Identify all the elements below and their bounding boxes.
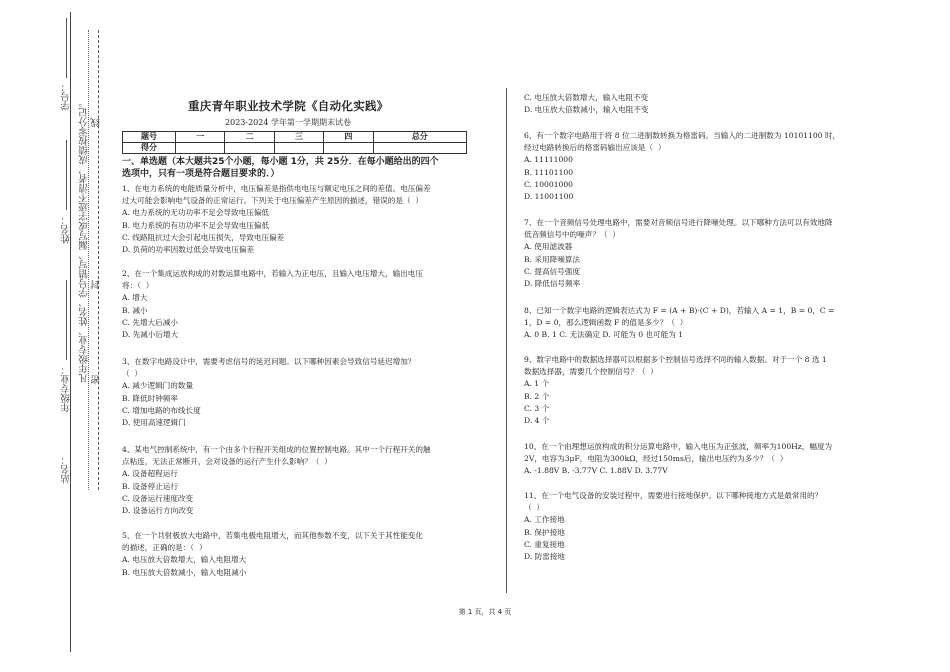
student-id-label: 学号： xyxy=(61,82,72,111)
option-d[interactable]: D. 降低信号频率 xyxy=(524,279,581,289)
question-3 xyxy=(122,356,415,429)
question-text: 1、在电力系统的电能质量分析中，电压偏差是指供电电压与额定电压之间的差值。电压偏差 xyxy=(122,184,431,193)
score-cell: 一 xyxy=(176,132,225,143)
name-label: 姓名： xyxy=(61,215,72,244)
score-input-cell[interactable] xyxy=(373,143,466,154)
option-a[interactable]: A. 工作接地 xyxy=(524,515,565,525)
question-text: 7、在一个音频信号处理电路中，需要对音频信号进行降噪处理。以下哪种方法可以有效地降 xyxy=(524,218,833,227)
score-table xyxy=(122,131,467,154)
binding-warning: 凡年级专业、姓名、学号错写、漏写或字迹不清者，成绩按零分记。 xyxy=(79,98,90,383)
section-heading-line: 一、单选题（本大题共25个小题，每小题 1分，共 25分．在每小题给出的四个 xyxy=(122,157,439,167)
question-text: 将：（ ） xyxy=(122,281,154,291)
question-text: 4、某电气控制系统中，有一个由多个行程开关组成的位置控制电路。其中一个行程开关的触 xyxy=(122,445,431,454)
score-input-cell[interactable] xyxy=(274,143,323,154)
grade-label: 年级专业： xyxy=(61,365,72,413)
option-c[interactable]: C. 提高信号强度 xyxy=(524,266,580,276)
question-text: 的描述，正确的是：（ ） xyxy=(122,543,207,553)
option-b[interactable]: B. 设备停止运行 xyxy=(122,481,178,491)
question-11 xyxy=(524,490,822,563)
seal-char-mi: 密 xyxy=(91,375,102,385)
option-a[interactable]: A. 增大 xyxy=(122,293,148,303)
option-d[interactable]: D. 设备运行方向改变 xyxy=(122,506,194,516)
option-d[interactable]: D. 先减小后增大 xyxy=(122,330,179,340)
question-10 xyxy=(524,441,832,478)
option-c[interactable]: C. 3 个 xyxy=(524,403,550,413)
question-8 xyxy=(524,305,834,342)
score-cell: 二 xyxy=(225,132,274,143)
page-number: 第 1 页，共 4 页 xyxy=(458,608,512,616)
question-1 xyxy=(122,183,431,256)
question-text: 点粘连，无法正常断开，会对设备的运行产生什么影响？（ ） xyxy=(122,457,332,467)
score-cell: 总分 xyxy=(373,132,466,143)
question-2 xyxy=(122,268,423,341)
option-a[interactable]: A. 11111000 xyxy=(524,155,573,165)
option-d[interactable]: D. 11001100 xyxy=(524,192,574,202)
option-a[interactable]: A. 使用滤波器 xyxy=(524,242,573,252)
section-heading xyxy=(122,156,439,180)
question-text: 1，D = 0，那么逻辑函数 F 的值是多少？（ ） xyxy=(524,318,688,328)
question-text: 数据选择器，需要几个控制信号？（ ） xyxy=(524,367,658,377)
question-text: 过大可能会影响电气设备的正常运行。下列关于电压偏差产生原因的描述，错误的是（ ） xyxy=(122,196,423,206)
option-a[interactable]: A. 电压放大倍数增大，输入电阻增大 xyxy=(122,555,247,565)
question-text: 低音频信号中的噪声？（ ） xyxy=(524,230,620,240)
option-c[interactable]: C. 10001000 xyxy=(524,179,574,189)
question-5 xyxy=(122,530,423,579)
section-heading-line: 选项中，只有一项是符合题目要求的．） xyxy=(122,169,280,179)
score-table-header-row xyxy=(123,132,467,143)
student-id-field[interactable] xyxy=(66,18,68,78)
question-text: （ ） xyxy=(122,369,143,379)
score-cell: 四 xyxy=(324,132,373,143)
seal-char-xian: 线 xyxy=(91,118,102,128)
option-d[interactable]: D. 4 个 xyxy=(524,416,550,426)
option-b[interactable]: B. 保护接地 xyxy=(524,527,565,537)
question-4 xyxy=(122,444,431,517)
option-b[interactable]: B. 降低时钟频率 xyxy=(122,393,178,403)
question-text: 3、在数字电路设计中，需要考虑信号的延迟问题。以下哪种因素会导致信号延迟增加？ xyxy=(122,357,416,366)
option-c[interactable]: C. 电压放大倍数增大，输入电阻不变 xyxy=(524,93,649,102)
score-cell: 题号 xyxy=(123,132,176,143)
score-input-cell[interactable] xyxy=(225,143,274,154)
score-cell: 三 xyxy=(274,132,323,143)
option-b[interactable]: B. 采用降噪算法 xyxy=(524,254,580,264)
option-c[interactable]: C. 设备运行速度改变 xyxy=(122,493,194,503)
question-text: 9、数字电路中的数据选择器可以根据多个控制信号选择不同的输入数据。对于一个 8 选 1 xyxy=(524,355,827,364)
option-d[interactable]: D. 防雷接地 xyxy=(524,552,566,562)
question-text: 6、有一个数字电路用于将 8 位二进制数转换为格雷码。当输入的二进制数为 10101100 时， xyxy=(524,131,841,140)
column-divider xyxy=(506,88,507,593)
score-input-cell[interactable] xyxy=(176,143,225,154)
binding-dash-line xyxy=(98,30,99,490)
score-cell: 得分 xyxy=(123,143,176,154)
seal-char-feng: 封 xyxy=(91,280,102,290)
option-b[interactable]: B. 11101100 xyxy=(524,167,574,177)
question-9 xyxy=(524,354,827,427)
question-text: 2、在一个集成运放构成的对数运算电路中，若输入为正电压，且输入电压增大，输出电压 xyxy=(122,269,423,278)
option-c[interactable]: C. 先增大后减小 xyxy=(122,317,178,327)
option-b[interactable]: B. 2 个 xyxy=(524,391,550,401)
question-text: （ ） xyxy=(524,503,545,513)
question-text: 2V，电容为3μF，电阻为300kΩ，经过150ms后，输出电压约为多少？（ ） xyxy=(524,454,788,464)
question-6 xyxy=(524,130,840,203)
question-text: 8、已知一个数字电路的逻辑表达式为 F = (A + B)·(C + D)，若输入 A = 1，B = 0，C = xyxy=(524,306,835,315)
option-row[interactable]: A. -1.88V B. -3.77V C. 1.88V D. 3.77V xyxy=(524,466,668,476)
option-d[interactable]: D. 负荷的功率因数过低会导致电压偏差 xyxy=(122,245,255,255)
question-7 xyxy=(524,217,833,290)
question-5-continued xyxy=(524,92,649,116)
option-c[interactable]: C. 增加电路的布线长度 xyxy=(122,405,201,415)
option-d[interactable]: D. 电压放大倍数减小，输入电阻不变 xyxy=(524,105,649,115)
option-a[interactable]: A. 电力系统的无功功率不足会导致电压偏低 xyxy=(122,208,269,218)
option-b[interactable]: B. 电压放大倍数减小，输入电阻减小 xyxy=(122,567,247,577)
exam-subtitle: 2023-2024 学年第一学期期末试卷 xyxy=(225,118,351,127)
question-text: 10、在一个由理想运放构成的积分运算电路中，输入电压为正弦波，频率为100Hz，幅度为 xyxy=(524,442,833,451)
score-input-cell[interactable] xyxy=(324,143,373,154)
score-table-score-row xyxy=(123,143,467,154)
question-text: 11、在一个电气设备的安装过程中，需要进行接地保护。以下哪种接地方式是最常用的？ xyxy=(524,491,823,500)
exam-title: 重庆青年职业技术学院《自动化实践》 xyxy=(188,99,389,113)
option-b[interactable]: B. 电力系统的有功功率不足会导致电压偏低 xyxy=(122,220,270,230)
grade-field[interactable] xyxy=(66,280,68,360)
option-b[interactable]: B. 减小 xyxy=(122,305,148,315)
name-field[interactable] xyxy=(66,140,68,210)
option-row[interactable]: A. 0 B. 1 C. 无法确定 D. 可能为 0 也可能为 1 xyxy=(524,330,684,340)
option-a[interactable]: A. 1 个 xyxy=(524,379,550,389)
school-label: 站名： xyxy=(61,455,72,484)
question-text: 经过电路转换后的格雷码输出应该是（ ） xyxy=(524,143,666,153)
option-c[interactable]: C. 重复接地 xyxy=(524,539,565,549)
option-a[interactable]: A. 减少逻辑门的数量 xyxy=(122,381,194,391)
option-d[interactable]: D. 使用高速逻辑门 xyxy=(122,418,186,428)
option-a[interactable]: A. 设备超程运行 xyxy=(122,469,178,479)
question-text: 5、在一个共射极放大电路中，若集电极电阻增大，而其他参数不变，以下关于其性能变化 xyxy=(122,531,423,540)
option-c[interactable]: C. 线路阻抗过大会引起电压损失，导致电压偏差 xyxy=(122,232,285,242)
